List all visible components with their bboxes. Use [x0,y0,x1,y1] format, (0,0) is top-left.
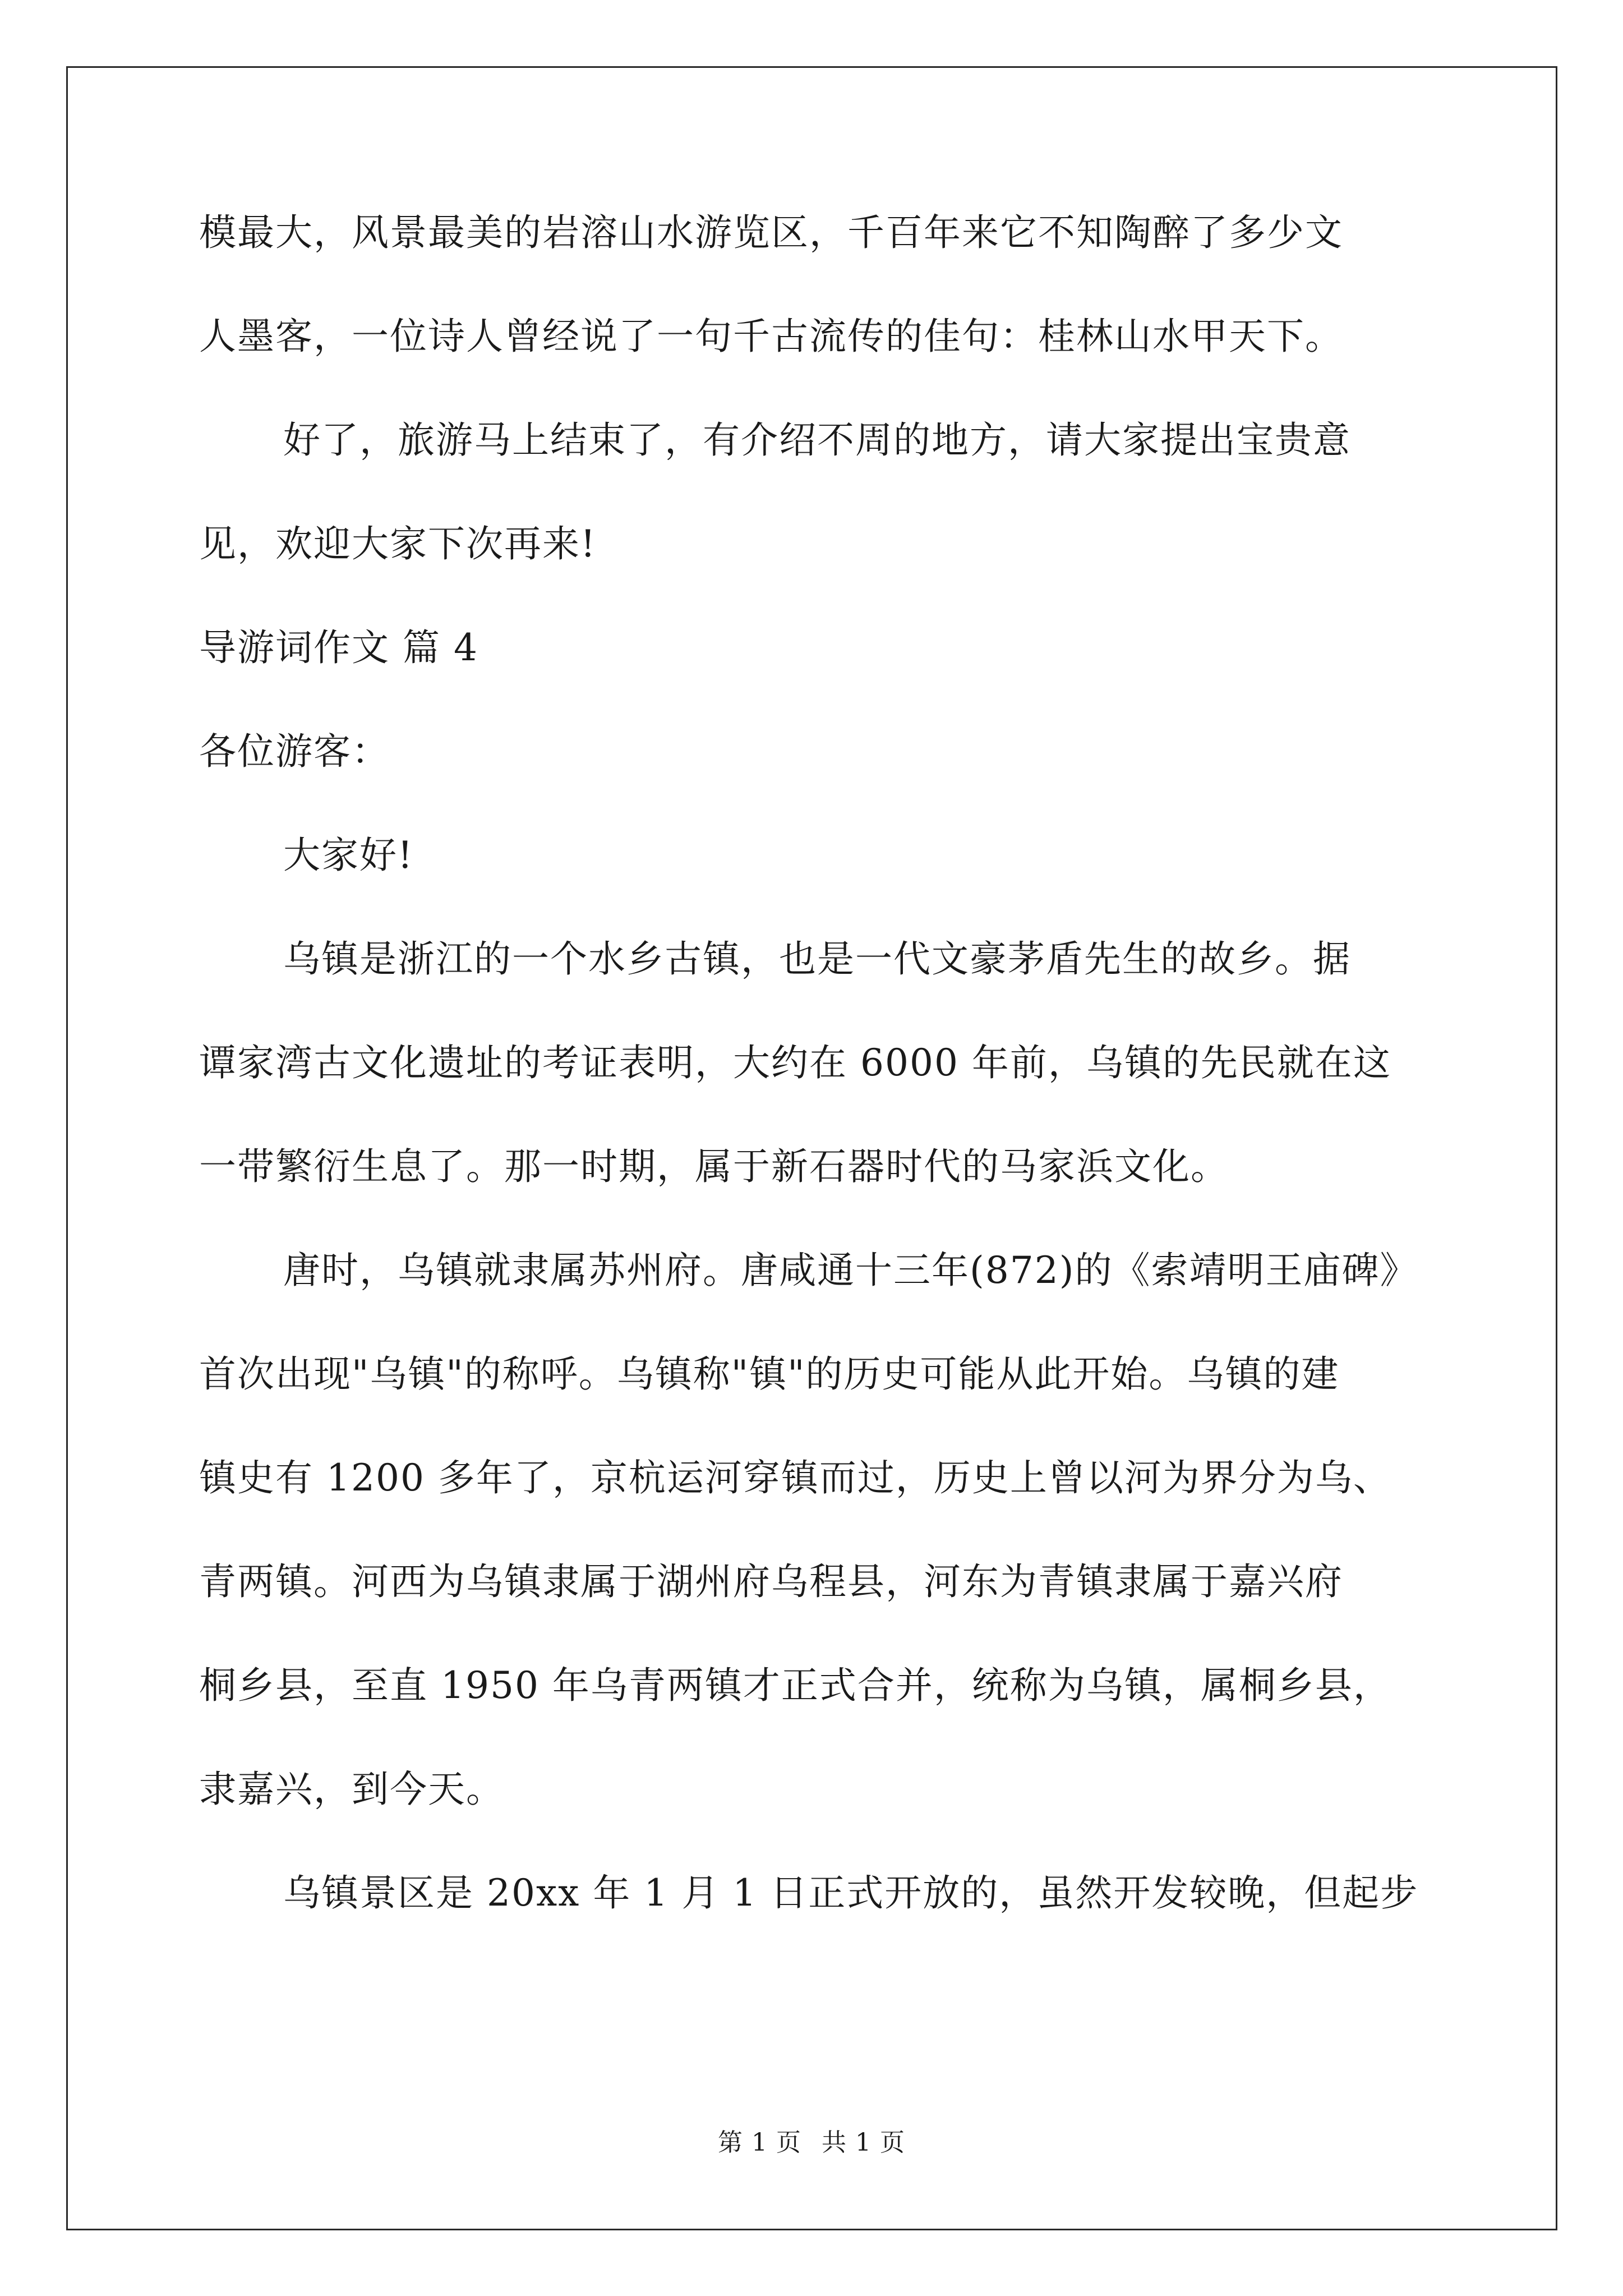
paragraph-start: 唐时，乌镇就隶属苏州府。唐咸通十三年(872)的《索靖明王庙碑》 [283,1249,1418,1292]
text-line: 镇史有 1200 多年了，京杭运河穿镇而过，历史上曾以河为界分为乌、 [199,1456,1391,1499]
greeting: 大家好! [283,834,414,877]
paragraph-start: 乌镇是浙江的一个水乡古镇，也是一代文豪茅盾先生的故乡。据 [283,937,1351,981]
text-line: 谭家湾古文化遗址的考证表明，大约在 6000 年前，乌镇的先民就在这 [199,1041,1391,1084]
text-line: 青两镇。河西为乌镇隶属于湖州府乌程县，河东为青镇隶属于嘉兴府 [199,1560,1343,1603]
salutation: 各位游客： [199,730,390,773]
page-number: 第 1 页 [718,2128,801,2157]
page-total: 共 1 页 [822,2128,905,2157]
text-line: 隶嘉兴，到今天。 [199,1768,504,1811]
page-footer [0,2126,1623,2160]
text-line: 人墨客，一位诗人曾经说了一句千古流传的佳句：桂林山水甲天下。 [199,315,1343,358]
paragraph-start: 好了，旅游马上结束了，有介绍不周的地方，请大家提出宝贵意 [283,418,1351,462]
text-line: 模最大，风景最美的岩溶山水游览区，千百年来它不知陶醉了多少文 [199,211,1343,254]
section-heading: 导游词作文 篇 4 [199,626,478,669]
text-line: 见，欢迎大家下次再来! [199,522,597,565]
text-line: 桐乡县，至直 1950 年乌青两镇才正式合并，统称为乌镇，属桐乡县， [199,1664,1391,1707]
paragraph-start: 乌镇景区是 20xx 年 1 月 1 日正式开放的，虽然开发较晚，但起步 [283,1871,1419,1915]
text-line: 一带繁衍生息了。那一时期，属于新石器时代的马家浜文化。 [199,1145,1229,1188]
text-line: 首次出现"乌镇"的称呼。乌镇称"镇"的历史可能从此开始。乌镇的建 [199,1352,1340,1396]
